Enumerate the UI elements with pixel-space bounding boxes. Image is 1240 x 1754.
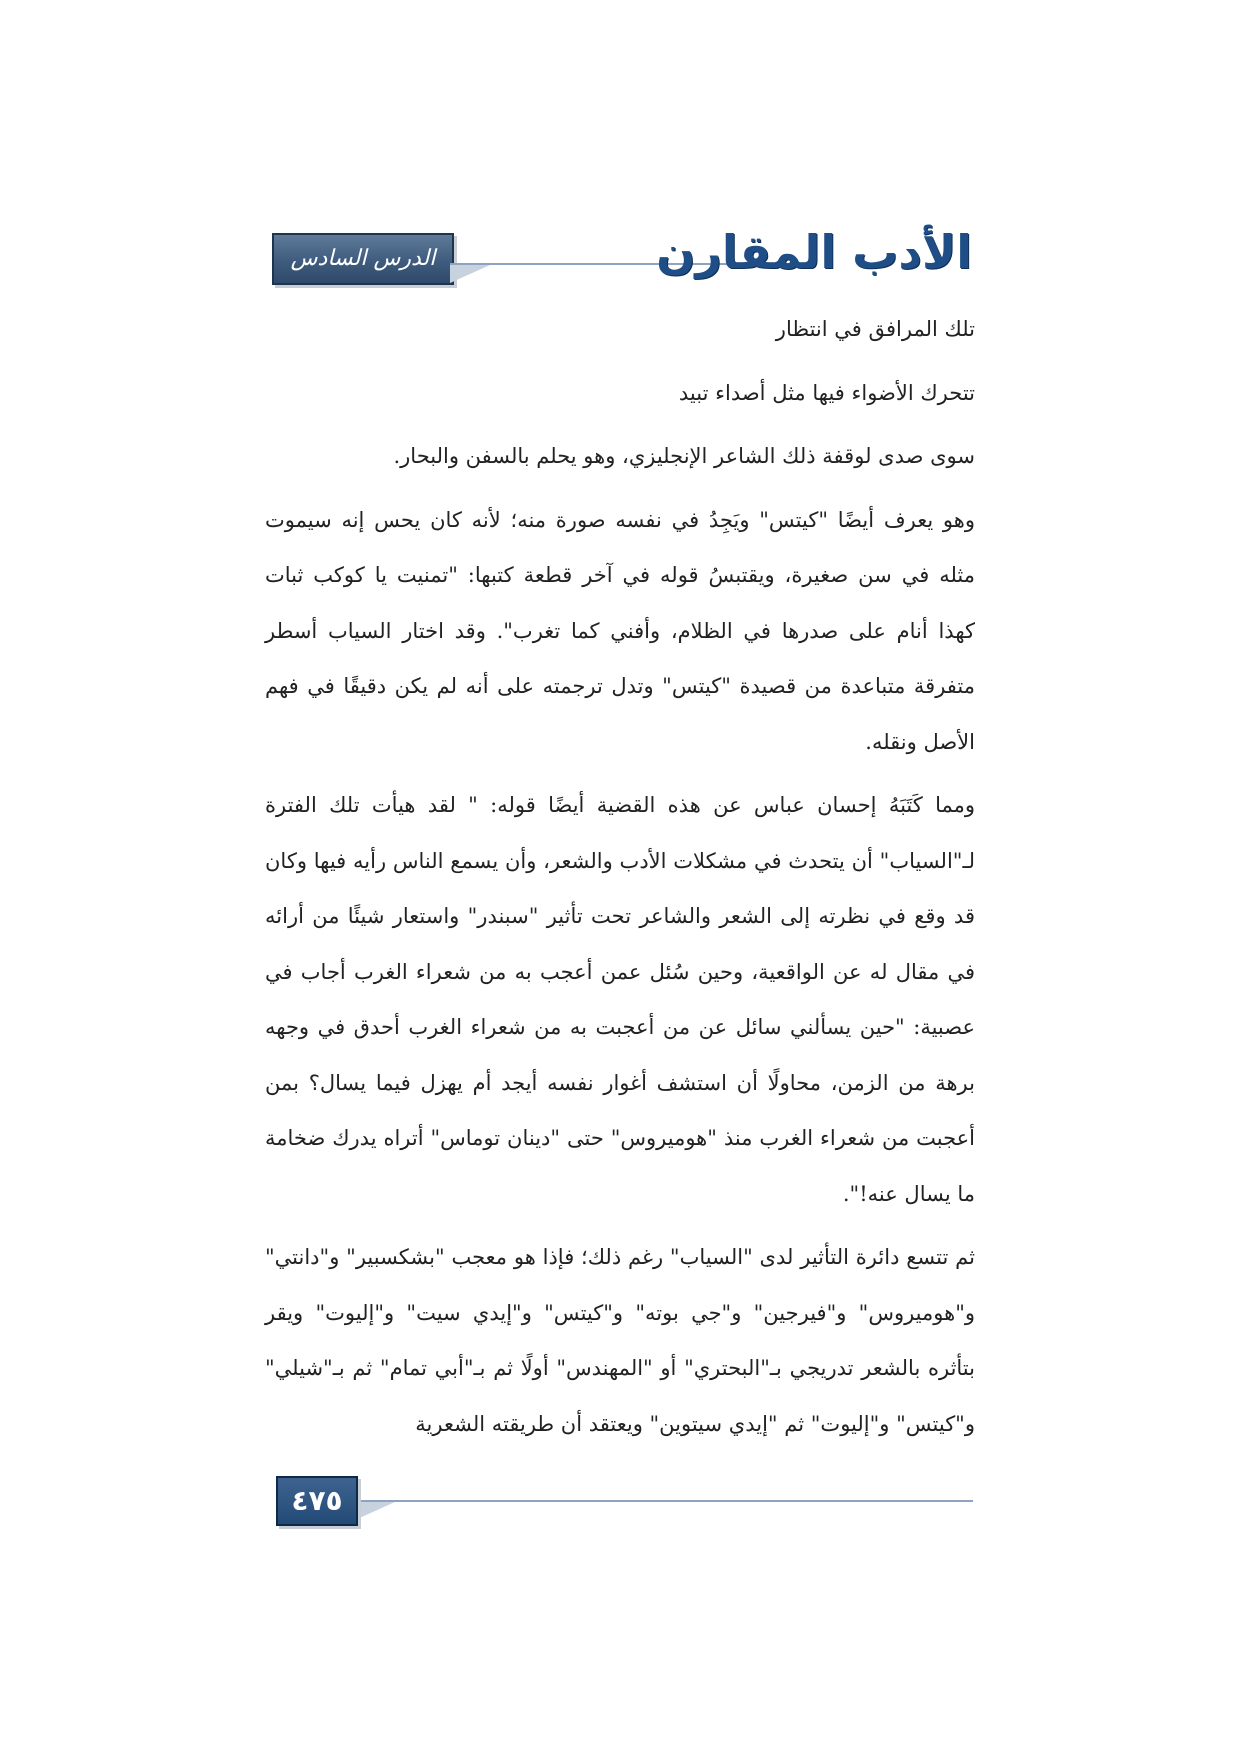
paragraph-3: ومما كَتَبَهُ إحسان عباس عن هذه القضية أيضًا قوله: " لقد هيأت تلك الفترة لـ"السياب" أن يتحدث في مشكلات الأدب والشعر، وأن يسمع الناس رأيه فيها وكان قد وقع في نظرته إلى الشعر والشاعر تحت تأثير "سبندر" واستعار شيئًا من أرائه في مقال له عن الواقعية، وحين سُئل عمن أعجب به من شعراء الغرب أجاب في عصبية: "حين يسألني سائل عن من أعجبت به من شعراء الغرب أحدق في وجهه برهة من الزمن، محاولًا أن استشف أغوار نفسه أيجد أم يهزل فيما يسال؟ بمن أعجبت من شعراء الغرب منذ "هوميروس" حتى "دينان توماس" أتراه يدرك ضخامة ما يسال عنه!".: [265, 793, 975, 1206]
page-title: الأدب المقارن: [656, 225, 972, 279]
paragraph-1: سوى صدى لوقفة ذلك الشاعر الإنجليزي، وهو يحلم بالسفن والبحار.: [393, 444, 975, 468]
paragraph-4: ثم تتسع دائرة التأثير لدى "السياب" رغم ذلك؛ فإذا هو معجب "بشكسبير" و"دانتي" و"هوميروس" و"فيرجين" و"جي بوته" و"كيتس" و"إيدي سيت" و"إليوت" ويقر بتأثره بالشعر تدريجي بـ"البحتري" أو "المهندس" أولًا ثم بـ"أبي تمام" ثم بـ"شيلي" و"كيتس" و"إليوت" ثم "إيدي سيتوين" ويعتقد أن طريقته الشعرية: [265, 1245, 975, 1436]
body-text: [265, 302, 975, 1460]
paragraph-2: وهو يعرف أيضًا "كيتس" ويَجِدُ في نفسه صورة منه؛ لأنه كان يحس إنه سيموت مثله في سن صغيرة، ويقتبسُ قوله في آخر قطعة كتبها: "تمنيت يا كوكب ثبات كهذا أنام على صدرها في الظلام، وأفني كما تغرب". وقد اختار السياب أسطر متفرقة متباعدة من قصيدة "كيتس" وتدل ترجمته على أنه لم يكن دقيقًا في فهم الأصل ونقله.: [265, 507, 975, 754]
verse-line-1: تلك المرافق في انتظار: [775, 317, 975, 341]
header-rule-wedge: [450, 265, 490, 283]
footer-rule: [355, 1500, 973, 1502]
footer-rule-wedge: [355, 1502, 395, 1520]
verse-line-2: تتحرك الأضواء فيها مثل أصداء تبيد: [678, 380, 975, 405]
page-header: [272, 225, 972, 319]
lesson-badge: الدرس السادس عشر: [272, 233, 454, 285]
page-number: ٤٧٥: [276, 1476, 358, 1526]
